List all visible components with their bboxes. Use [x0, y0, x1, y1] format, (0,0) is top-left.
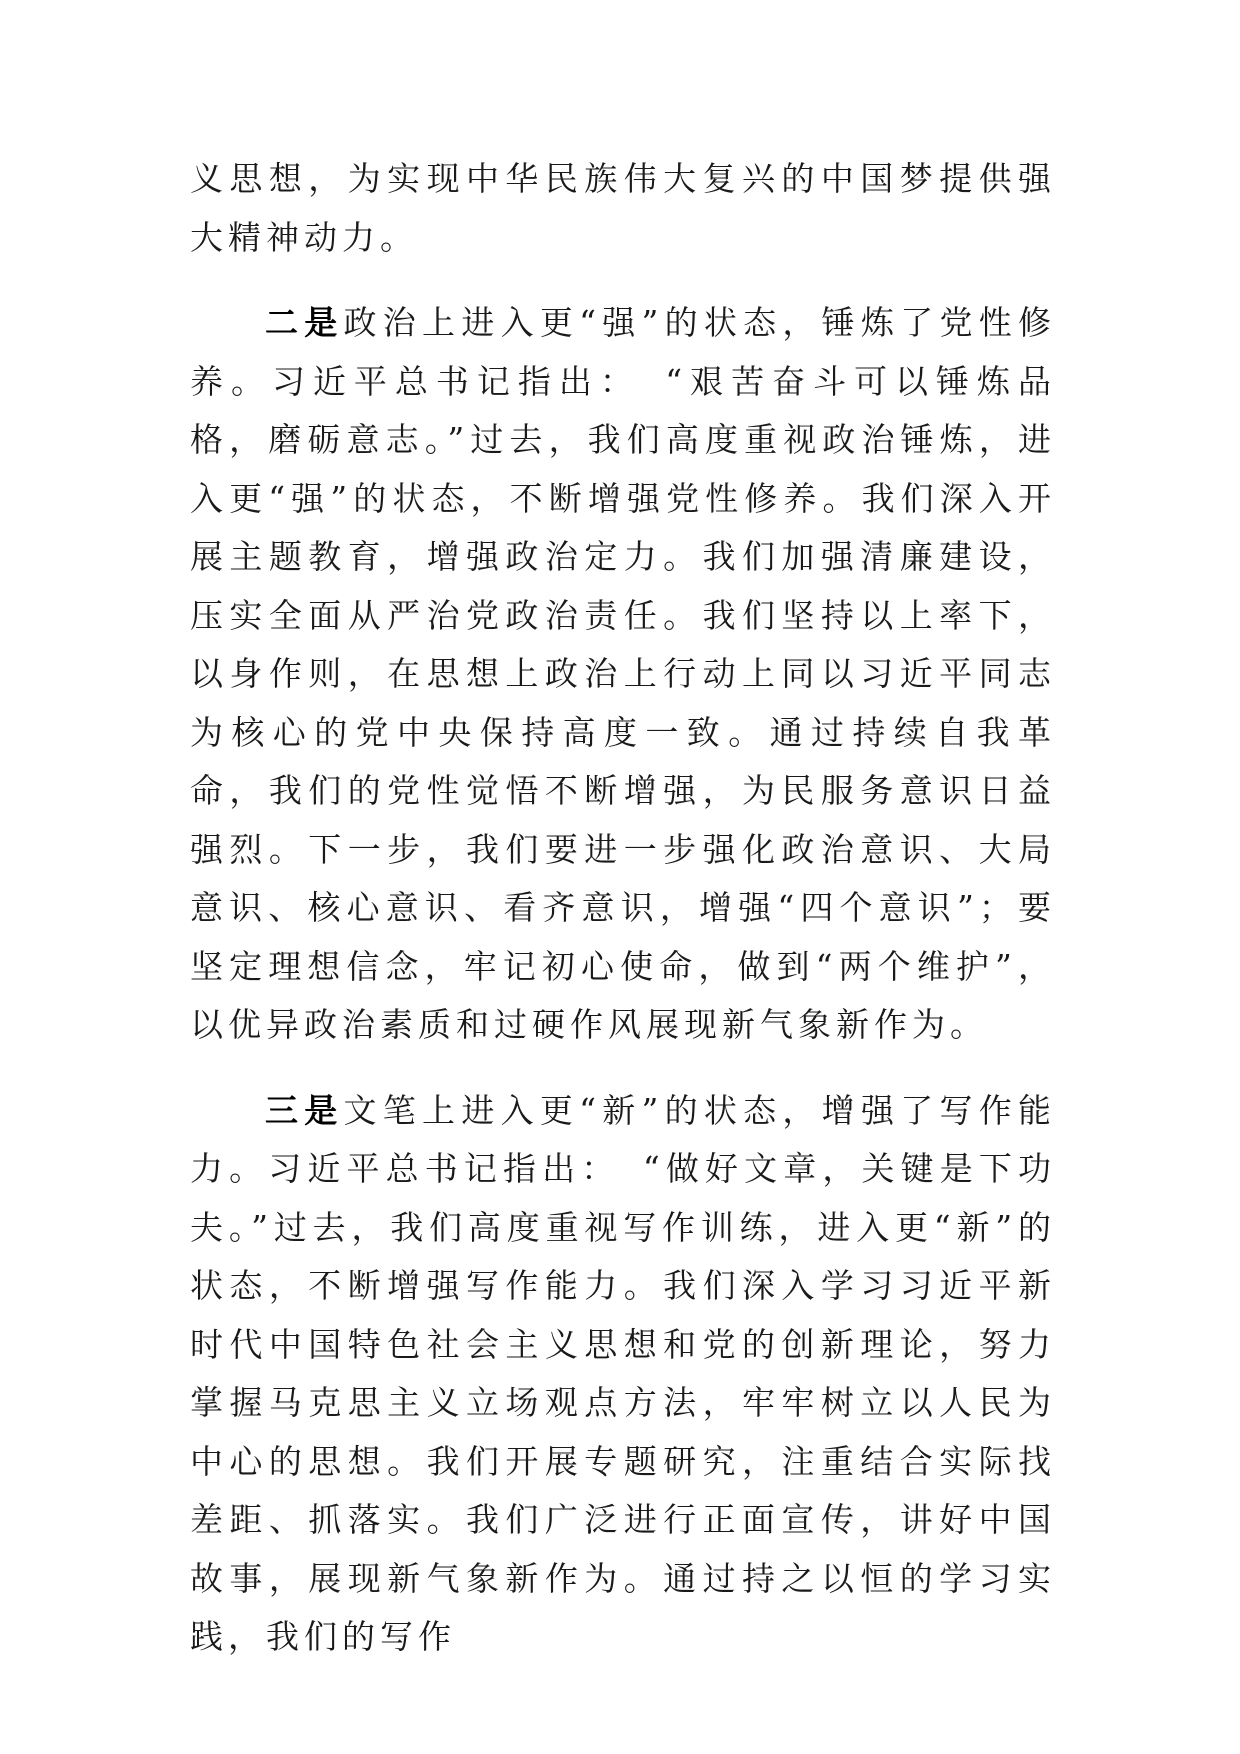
paragraph-point-three — [190, 1082, 1056, 1667]
paragraph-lead: 三是 — [265, 1090, 344, 1130]
paragraph-text: 义思想，为实现中华民族伟大复兴的中国梦提供强大精神动力。 — [190, 159, 1056, 257]
paragraph-point-two — [190, 294, 1056, 1055]
paragraph-text: 政治上进入更“强”的状态，锤炼了党性修养。习近平总书记指出： “艰苦奋斗可以锤炼品格，磨砺意志。”过去，我们高度重视政治锤炼，进入更“强”的状态，不断增强党性修养。我们深入开展主题教育，增强政治定力。我们加强清廉建设，压实全面从严治党政治责任。我们坚持以上率下，以身作则，在思想上政治上行动上同以习近平同志为核心的党中央保持高度一致。通过持续自我革命，我们的党性觉悟不断增强，为民服务意识日益强烈。下一步，我们要进一步强化政治意识、大局意识、核心意识、看齐意识，增强“四个意识”；要坚定理想信念，牢记初心使命，做到“两个维护”，以优异政治素质和过硬作风展现新气象新作为。 — [190, 303, 1056, 1044]
paragraph-continuation — [190, 150, 1056, 267]
paragraph-lead: 二是 — [265, 303, 344, 342]
paragraph-text: 文笔上进入更“新”的状态，增强了写作能力。习近平总书记指出： “做好文章，关键是下功夫。”过去，我们高度重视写作训练，进入更“新”的状态，不断增强写作能力。我们深入学习习近平新时代中国特色社会主义思想和党的创新理论，努力掌握马克思主义立场观点方法，牢牢树立以人民为中心的思想。我们开展专题研究，注重结合实际找差距、抓落实。我们广泛进行正面宣传，讲好中国故事，展现新气象新作为。通过持之以恒的学习实践，我们的写作 — [190, 1090, 1056, 1656]
body-text — [190, 150, 1056, 1694]
